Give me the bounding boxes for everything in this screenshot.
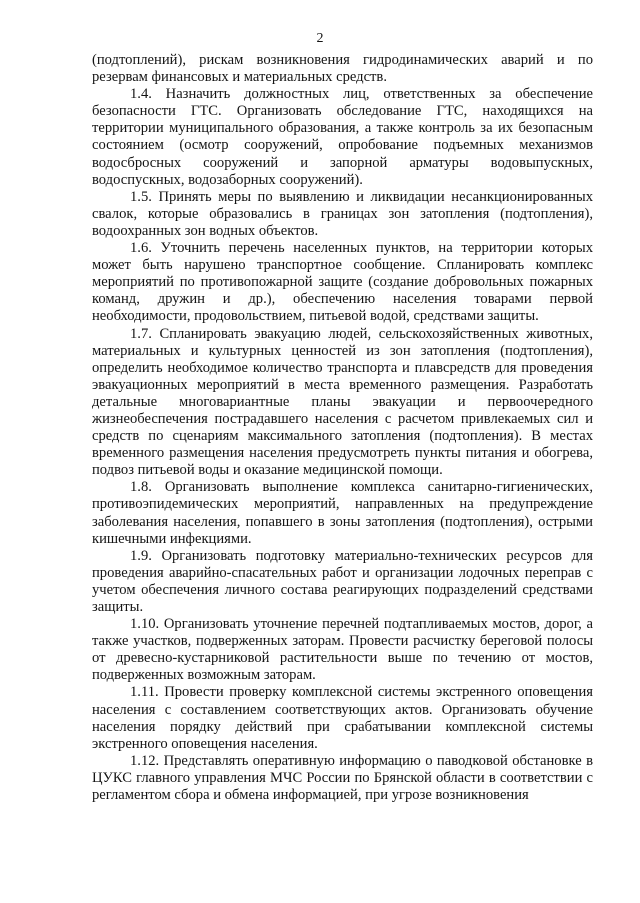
paragraph-continuation: (подтоплений), рискам возникновения гидродинамических аварий и по резервам финансовых и материальных средств. xyxy=(92,52,593,86)
paragraph-1-11: 1.11. Провести проверку комплексной системы экстренного оповещения населения с составлением соответствующих актов. Организовать обучение населения порядку действий при срабатывании комплексной системы экстренного оповещения населения. xyxy=(92,684,593,752)
paragraph-1-8: 1.8. Организовать выполнение комплекса санитарно-гигиенических, противоэпидемических мероприятий, направленных на предупреждение заболевания населения, попавшего в зоны затопления (подтопления), острыми кишечными инфекциями. xyxy=(92,479,593,547)
page-number: 2 xyxy=(316,31,324,46)
paragraph-1-12: 1.12. Представлять оперативную информацию о паводковой обстановке в ЦУКС главного управления МЧС России по Брянской области в соответствии с регламентом сбора и обмена информацией, при угрозе возникновения xyxy=(92,752,593,804)
document-body xyxy=(92,52,593,804)
paragraph-1-5: 1.5. Принять меры по выявлению и ликвидации несанкционированных свалок, которые образовались в границах зон затопления (подтопления), водоохранных зон водных объектов. xyxy=(92,188,593,239)
paragraph-1-10: 1.10. Организовать уточнение перечней подтапливаемых мостов, дорог, а также участков, подверженных заторам. Провести расчистку береговой полосы от древесно-кустарниковой растительности выше по течению от мостов, подверженных возможным заторам. xyxy=(92,616,593,684)
paragraph-1-6: 1.6. Уточнить перечень населенных пунктов, на территории которых может быть нарушено транспортное сообщение. Спланировать комплекс мероприятий по противопожарной защите (создание добровольных пожарных команд, дружин и др.), обеспечению населения товарами первой необходимости, продовольствием, питьевой водой, средствами защиты. xyxy=(92,240,593,325)
paragraph-1-7: 1.7. Спланировать эвакуацию людей, сельскохозяйственных животных, материальных и культурных ценностей из зон затопления (подтопления), определить необходимое количество транспорта и плавсредств для проведения эвакуационных мероприятий в места временного размещения. Разработать детальные многовариантные планы эвакуации и первоочередного жизнеобеспечения пострадавшего населения с расчетом привлекаемых сил и средств по сценариям максимального затопления (подтопления). В местах временного размещения населения предусмотреть пункты питания и обогрева, подвоз питьевой воды и оказание медицинской помощи. xyxy=(92,325,593,479)
paragraph-1-4: 1.4. Назначить должностных лиц, ответственных за обеспечение безопасности ГТС. Организовать обследование ГТС, находящихся на территории муниципального образования, а также контроль за их безопасным состоянием (осмотр сооружений, опробование подъемных механизмов водосбросных сооружений и запорной арматуры водовыпускных, водоспускных, водозаборных сооружений). xyxy=(92,86,593,188)
paragraph-1-9: 1.9. Организовать подготовку материально-технических ресурсов для проведения аварийно-спасательных работ и организации лодочных переправ с учетом обеспечения личного состава реагирующих подразделений средствами защиты. xyxy=(92,547,593,615)
